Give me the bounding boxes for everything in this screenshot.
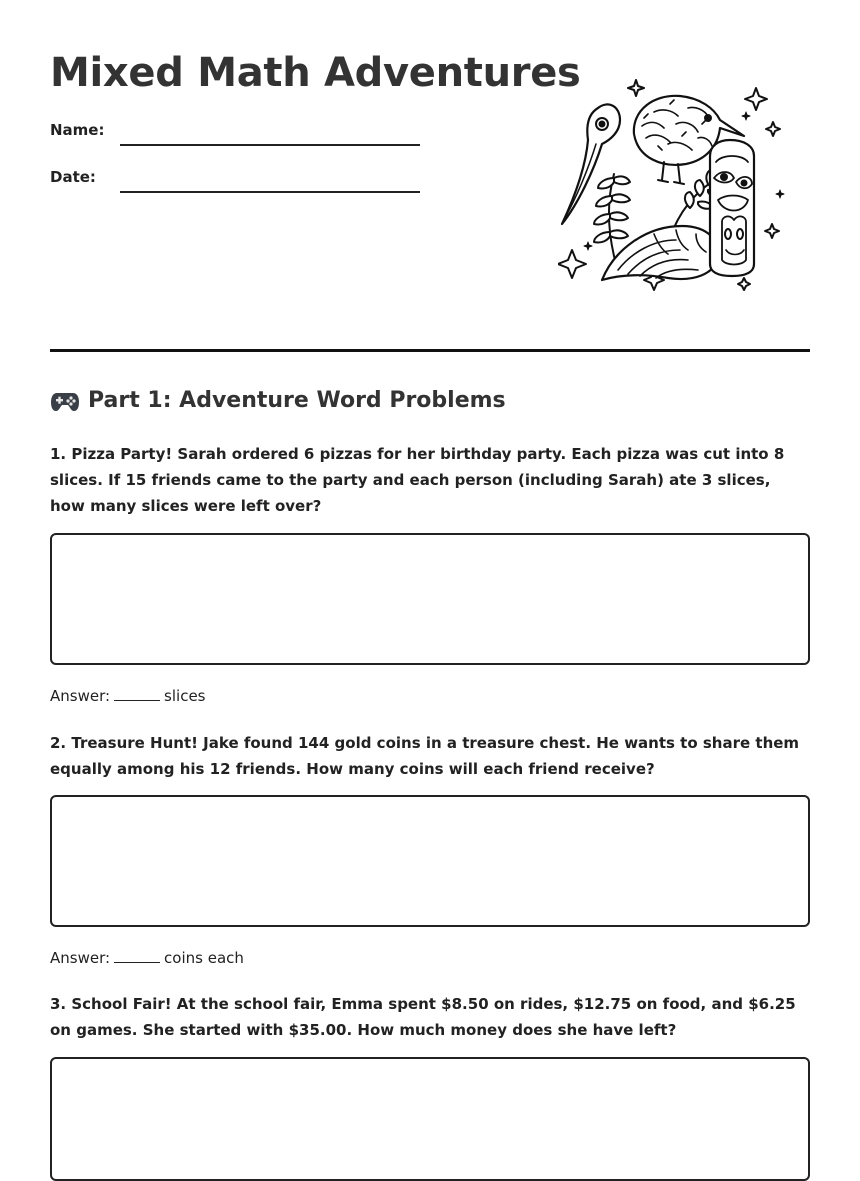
gamepad-icon: [50, 389, 80, 413]
date-field-row: [50, 163, 420, 193]
answer-prefix: Answer:: [50, 949, 111, 967]
question-2-answer-blank[interactable]: [114, 950, 160, 963]
name-label: Name:: [50, 121, 105, 139]
question-1-answer-blank[interactable]: [114, 688, 160, 701]
name-field[interactable]: [120, 144, 420, 146]
worksheet-header: [50, 0, 810, 352]
answer-prefix: Answer:: [50, 687, 111, 705]
question-1: 1. Pizza Party! Sarah ordered 6 pizzas for her birthday party. Each pizza was cut into 8 slices. If 15 friends came to the party and each person (including Sarah) ate 3 slices, how many slices were left over?: [50, 445, 785, 515]
question-1-answer: [50, 687, 206, 705]
question-2-answer: [50, 949, 244, 967]
name-field-row: [50, 116, 420, 146]
question-2-work-box[interactable]: [50, 795, 810, 927]
date-field[interactable]: [120, 191, 420, 193]
section-title: [50, 388, 506, 413]
section-title-text: Part 1: Adventure Word Problems: [88, 388, 506, 413]
question-2: 2. Treasure Hunt! Jake found 144 gold coins in a treasure chest. He wants to share them equally among his 12 friends. How many coins will each friend receive?: [50, 734, 800, 778]
worksheet-page: [50, 0, 810, 1161]
header-divider: [50, 349, 810, 352]
answer-unit: coins each: [164, 949, 244, 967]
worksheet-title: Mixed Math Adventures: [50, 50, 581, 96]
kiwi-bird-fern-tiki-illustration: [558, 74, 794, 296]
question-1-work-box[interactable]: [50, 533, 810, 665]
question-3-work-box[interactable]: [50, 1057, 810, 1181]
date-label: Date:: [50, 168, 96, 186]
question-3: 3. School Fair! At the school fair, Emma spent $8.50 on rides, $12.75 on food, and $6.25 on games. She started with $35.00. How much money does she have left?: [50, 995, 796, 1039]
answer-unit: slices: [164, 687, 206, 705]
